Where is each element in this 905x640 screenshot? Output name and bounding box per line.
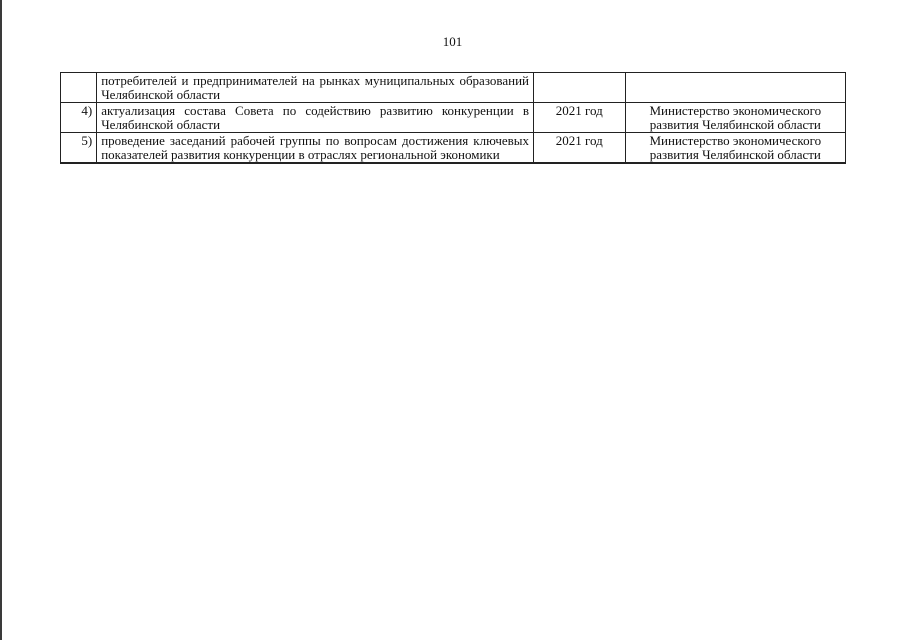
table-row — [61, 133, 846, 164]
measure-description: проведение заседаний рабочей группы по вопросам достижения ключевых показателей развития конкуренции в отраслях региональной экономики — [97, 133, 534, 164]
responsible-executor — [625, 73, 845, 103]
measures-table — [60, 72, 846, 164]
row-number: 4) — [61, 103, 97, 133]
responsible-executor: Министерство экономического развития Челябинской области — [625, 133, 845, 164]
measure-description: актуализация состава Совета по содействию развитию конкуренции в Челябинской области — [97, 103, 534, 133]
table-row — [61, 103, 846, 133]
row-number — [61, 73, 97, 103]
deadline — [534, 73, 626, 103]
responsible-executor: Министерство экономического развития Челябинской области — [625, 103, 845, 133]
table-row — [61, 73, 846, 103]
measure-description: потребителей и предпринимателей на рынках муниципальных образований Челябинской области — [97, 73, 534, 103]
page-number: 101 — [442, 34, 463, 49]
deadline: 2021 год — [534, 103, 626, 133]
row-number: 5) — [61, 133, 97, 164]
scan-left-edge — [0, 0, 2, 640]
deadline: 2021 год — [534, 133, 626, 164]
